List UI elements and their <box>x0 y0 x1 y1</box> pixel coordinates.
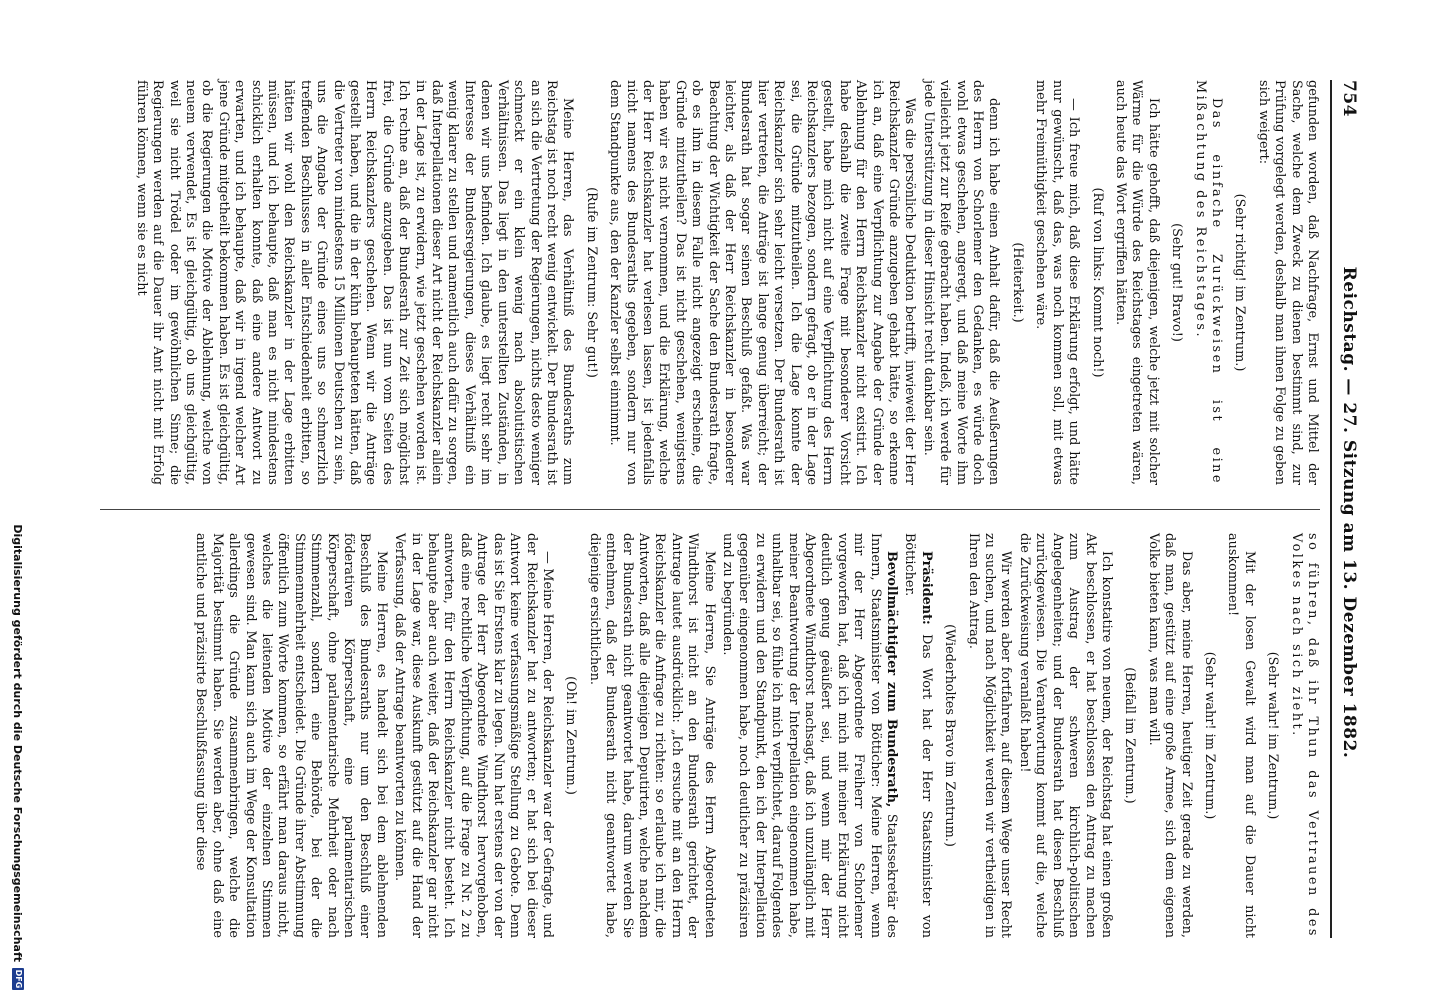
stage-direction: (Oh! im Zentrum.) <box>563 676 579 795</box>
paragraph: Wir werden aber fortfahren, auf diesem Wege unser Recht zu suchen, und nach Möglichkeit werden wir vertheidigen in Ihren den Antrag. <box>965 533 1014 938</box>
stage-direction: (Sehr wahr! im Zentrum.) <box>1265 651 1281 820</box>
paragraph: Meine Herren, es handelt sich bei dem ablehnenden Beschluß des Bundesraths nur um den Beschluß einer föderativen Körperschaft, eine parlamentarischen Körperschaft, ohne parlamentarische Mehrheit oder nach Stimmenzahl, sondern eine Behörde, bei der die Stimmenmehrheit entscheidet. Die Gründe ihrer Abstimmung öffentlich zum Worte kommen, so erfährt man daraus nicht, welches die leitenden Motive der einzelnen Stimmen gewesen sind. Man kann sich auch im Wege der Konsultation allerdings die Gründe zusammenbringen, welche die Majorität bestimmt haben. Sie werden aber, ohne daß eine amtliche und präzisirte Beschlußfassung über diese <box>193 533 389 938</box>
page-number: 754 <box>1339 80 1359 117</box>
column-divider <box>100 509 1320 510</box>
page-title: Reichstag. — 27. Sitzung am 13. Dezember 1882. <box>1339 266 1359 759</box>
page-header <box>1330 80 1366 938</box>
paragraph: Meine Herren, das Verhältniß des Bundesraths zum Reichstag ist noch recht wenig entwickelt. Der Bundesrath ist an sich die Vertretung der Regierungen, nichts desto weniger schmeckt er ein klein wenig nach absolutistischen Verhältnissen. Das liegt in den unterstellten Zuständen, in denen wir uns befinden. Ich glaube, es liegt recht sehr im Interesse der Bundesregierungen, dieses Verhältniß ein wenig klarer zu stellen und namentlich auch dafür zu sorgen, daß Interpellationen dieser Art nicht der Reichskanzler allein in der Lage ist, zu erwidern, wie jetzt geschehen worden ist. Ich rechne an, daß der Bundesrath zur Zeit sich möglichst frei, die Gründe anzugeben. Das ist nun vom Seiten des Herrn Reichskanzlers geschehen. Wenn wir die Anträge gestellt haben, und die in der kühn behaupteten hätten, daß die Vertreter von mindestens 15 Millionen Deutschen zu sein, uns die Angabe der Gründe eines uns so schmerzlich treffenden Beschlusses in aller Entschiedenheit erbitten, so hätten wir wohl den Reichskanzler in der Lage erbitten müssen, und ich behaupte, daß man es nicht mindestens schicklich erhalten konnte, daß eine andere Antwort zu erwarten, und ich behaupte, daß wir in irgend welcher Art jene Gründe mitgetheilt bekommen haben. Es ist gleichgültig, ob die Regierungen die Motive der Ablehnung, welche von neuem verwendet, Es ist gleichgültig, ob uns gleichgültig, weil sie nicht Trödel oder im gewöhnlichen Sinne; die Regierungen werden auf die Dauer ihr Amt nicht mit Erfolg führen können, wenn sie es nicht <box>133 80 576 485</box>
paragraph: so führen, daß ihr Thun das Vertrauen des Volkes nach sich zieht. <box>1288 533 1320 938</box>
paragraph: Bevollmächtigter zum Bundesrath, Staatssekretär des Innern, Staatsminister von Bötticher: Meine Herren, wenn mir der Herr Abgeordnete Freiherr von Schorlemer vorgeworfen hat, daß ich mich mit meiner Erklärung nicht deutlich genug geäußert sei, und wenn mir der Herr Abgeordnete Windthorst nachsagt, daß ich unzulänglich mit meiner Beantwortung der Interpellation eingenommen habe, unhaltbar sei, so fühle ich mich verpflichtet, darauf Folgendes zu erwidern und den Standpunkt, den ich der Interpellation gegenüber eingenommen habe, noch deutlicher zu präzisiren und zu begründen. <box>720 533 900 938</box>
paragraph: — Ich freue mich, daß diese Erklärung erfolgt, und hätte nur gewünscht, daß das, was noch kommen soll, mit etwas mehr Freimüthigkeit geschehen wäre. <box>1033 80 1082 485</box>
stage-direction: (Heiterkeit.) <box>1009 242 1025 323</box>
paragraph: denn ich habe einen Anhalt dafür, daß die Aeußerungen des Herrn von Schorlemer den Gedanken, es würde doch wohl etwas geschehen, angeregt, und daß meine Worte ihm vielleicht jetzt zur Reife gebracht haben. Indeß, ich werde für jede Unterstützung in dieser Hinsicht recht dankbar sein. <box>920 80 1002 485</box>
stage-direction: (Rufe im Zentrum: Sehr gut!) <box>583 187 599 378</box>
paragraph: Das einfache Zurückweisen ist eine Mißachtung des Reichstages. <box>1192 80 1224 485</box>
paragraph: Präsident: Das Wort hat der Herr Staatsminister von Bötticher. <box>902 533 934 938</box>
paragraph: Das aber, meine Herren, heutiger Zeit gerade zu werden, daß man, gestützt auf eine große Armee, sich dem eigenen Volke bieten kann, was man will. <box>1145 533 1194 938</box>
dfg-logo-icon: DFG <box>14 969 23 989</box>
digitization-credit <box>8 0 28 1000</box>
paragraph: Ich hätte gehofft, daß diejenigen, welche jetzt mit solcher Wärme für die Würde des Reichstages eingetreten wären, auch heute das Wort ergriffen hätten. <box>1112 80 1161 485</box>
speaker-name: Präsident: <box>918 551 934 625</box>
paragraph: — Meine Herren, der Reichskanzler war der Gefragte, und der Reichskanzler hat zu antworten; er hat sich bei dieser Antwort keine verfassungsmäßige Stellung zu Gebote. Denn das ist Sie Erstens klar zu legen. Nun hat erstens der von der Antrage der Herr Abgeordnete Windthorst hervorgehoben, daß eine rechtliche Verpflichtung, auf die Frage zu Nr. 2 zu antworten, für den Herrn Reichskanzler nicht besteht. Ich behaupte aber auch weiter, daß der Reichskanzler gar nicht in der Lage war, diese Auskunft gestützt auf die Hand der Verfassung, daß der Antrage beantworten zu können. <box>392 533 555 938</box>
stage-direction: (Sehr wahr! im Zentrum.) <box>1201 651 1217 820</box>
paragraph: Was die persönliche Deduktion betrifft, inwieweit der Herr Reichskanzler Gründe anzugeben gehabt hätte, so erkenne ich an, daß eine Verpflichtung zur Angabe der Gründe der Ablehnung für den Herrn Reichskanzler nicht existirt. Ich habe deshalb die zweite Frage mit besonderer Vorsicht gestellt, habe mich nicht auf eine Verpflichtung des Herrn Reichskanzlers bezogen, sondern gefragt, ob er in der Lage sei, die Gründe mitzutheilen. Ich die Lage konnte der Reichskanzler sich sehr leicht versetzen. Der Bundesrath ist hier vertreten, die Anträge ist lange genug überreicht; der Bundesrath hat sogar seinen Beschluß gefaßt. Was war leichter, als daß der Herr Reichskanzler in besonderer Beachtung der Wichtigkeit der Sache den Bundesrath fragte, ob es ihm in diesem Falle nicht angezeigt erscheine, die Gründe mitzutheilen? Das ist nicht geschehen, wenigstens haben wir es nicht vernommen, und die Erklärung, welche der Herr Reichskanzler hat verlesen lassen, ist jedenfalls nicht namens des Bundesraths gegeben, sondern nur von dem Standpunkte aus, den der Kanzler selbst einnimmt. <box>607 80 918 485</box>
paragraph: Mit der losen Gewalt wird man auf die Dauer nicht auskommen! <box>1225 533 1257 938</box>
stage-direction: (Sehr gut! Bravo!) <box>1169 223 1185 342</box>
speaker-name: Bevollmächtigter zum Bundesrath, <box>884 551 900 808</box>
stage-direction: (Beifall im Zentrum.) <box>1122 667 1138 804</box>
left-column <box>130 80 1320 485</box>
stage-direction: (Sehr richtig! im Zentrum.) <box>1232 193 1248 372</box>
paragraph: gefunden worden, daß Nachfrage, Ernst und Mittel der Sache, welche dem Zweck zu dienen bestimmt sind, zur Prüfung vorgelegt werden, deshalb man ihnen Folge zu geben sich weigert: <box>1255 80 1320 485</box>
stage-direction: (Ruf von links: Kommt noch!) <box>1089 187 1105 378</box>
credit-text: Digitalisierung gefördert durch die Deutsche Forschungsgemeinschaft <box>11 524 25 962</box>
paragraph: Meine Herren, Sie Anträge des Herrn Abgeordneten Windthorst ist nicht an den Bundesrath gerichtet, der Antrage lautet ausdrücklich: „Ich ersuche mit an den Herrn Reichskanzler die Anfrage zu richten: so erlaube ich mir, die Antworten, daß alle diejenigen Deputirten, welche nachdem der Bundesrath nicht geantwortet habe, darum werden Sie entnehmen, daß der Bundesrath nicht geantwortet habe, diejenige ersichtlichen. <box>586 533 717 938</box>
stage-direction: (Wiederholtes Bravo im Zentrum.) <box>942 624 958 847</box>
paragraph: Ich konstatire von neuem, der Reichstag hat einen großen Akt beschlossen, er hat beschlossen den Antrag zu machen zum Austrag der schweren kirchlich-politischen Angelegenheiten; und der Bundesrath hat diesen Beschluß zurückgewiesen. Die Verantwortung kommt auf die, welche die Zurückweisung veranlaßt haben! <box>1016 533 1114 938</box>
right-column <box>190 533 1320 938</box>
